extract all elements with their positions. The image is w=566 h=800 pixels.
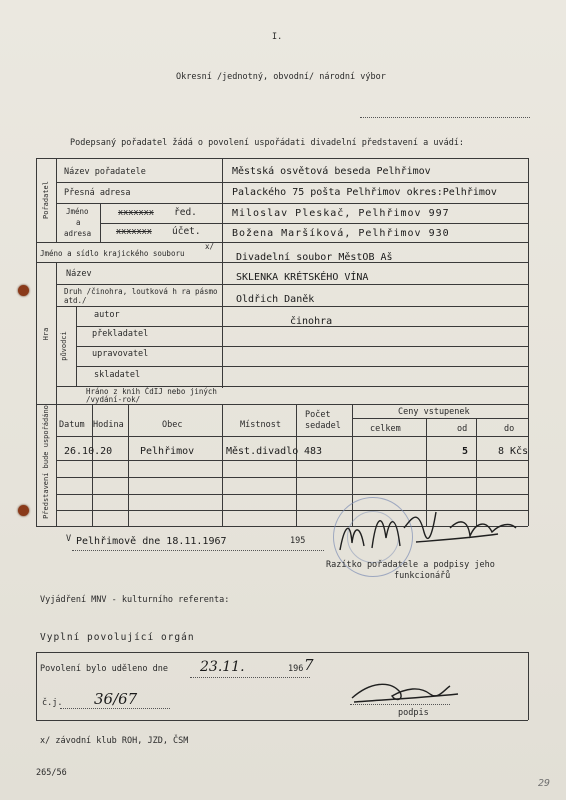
year-printed: 195 bbox=[290, 536, 306, 546]
person-label-bottom: adresa bbox=[64, 229, 92, 238]
organizer-address-value: Palackého 75 pošta Pelhřimov okres:Pelhřimov bbox=[232, 187, 497, 198]
mnv-label: Vyjádření MNV - kulturního referenta: bbox=[40, 595, 230, 605]
row-line bbox=[56, 436, 528, 437]
granted-year-prefix: 196 bbox=[288, 664, 304, 674]
authority-box-right bbox=[528, 652, 529, 720]
col-divider bbox=[222, 404, 223, 526]
person-label-top: Jméno bbox=[66, 207, 89, 216]
language-label: Hráno z knih ČdIJ nebo jiných /vydání-rok/ bbox=[86, 387, 217, 404]
punch-hole-top bbox=[18, 285, 29, 296]
accountant-struck-text: xxxxxxx bbox=[116, 227, 152, 237]
organizer-address-label: Přesná adresa bbox=[64, 188, 131, 198]
stamp-caption-line2: funkcionářů bbox=[394, 571, 451, 581]
perf-seats: 483 bbox=[304, 446, 323, 457]
ensemble-note-mark: x/ bbox=[205, 242, 215, 251]
col-divider bbox=[128, 404, 129, 526]
intro-text: Podepsaný pořadatel žádá o povolení uspořádati divadelní představení a uvádí: bbox=[70, 138, 465, 148]
organizer-signatures bbox=[320, 488, 530, 568]
row-line bbox=[56, 284, 528, 285]
col-header-from: od bbox=[457, 424, 468, 434]
col-divider bbox=[296, 404, 297, 526]
perf-from: 5 bbox=[462, 446, 469, 457]
place-date-prefix: V bbox=[66, 534, 72, 544]
row-line bbox=[56, 460, 528, 461]
col-header-total: celkem bbox=[370, 424, 401, 434]
ensemble-value: Divadelní soubor MěstOB Aš bbox=[236, 252, 393, 263]
reference-label: č.j. bbox=[42, 698, 63, 708]
page-mark: I. bbox=[272, 32, 283, 42]
authors-section-label: původci bbox=[60, 331, 68, 361]
reference-value: 36/67 bbox=[94, 690, 138, 708]
authority-box-bottom bbox=[36, 720, 528, 721]
authority-title: Vyplní povolující orgán bbox=[40, 632, 195, 643]
row-line bbox=[36, 262, 528, 263]
col-header-seats: Počet sedadel bbox=[305, 410, 341, 431]
accountant-label: účet. bbox=[172, 226, 201, 237]
granted-date: 23.11. bbox=[200, 659, 245, 675]
authority-box-top bbox=[36, 652, 528, 653]
reference-line bbox=[60, 708, 170, 709]
row-line bbox=[100, 223, 528, 224]
row-line bbox=[56, 203, 528, 204]
label-column-divider bbox=[222, 158, 223, 388]
translator-label: překladatel bbox=[92, 329, 149, 339]
col-header-date: Datum bbox=[59, 420, 85, 430]
granted-date-line bbox=[190, 677, 310, 678]
punch-hole-bottom bbox=[18, 505, 29, 516]
authority-dotted-line bbox=[360, 117, 530, 118]
organizer-divider bbox=[56, 158, 57, 242]
accountant-value: Božena Maršíková, Pelhřimov 930 bbox=[232, 228, 450, 239]
performance-divider bbox=[56, 404, 57, 526]
perf-place: Pelhřimov bbox=[140, 446, 195, 457]
play-section-label: Hra bbox=[42, 327, 50, 341]
perf-date: 26.10.20 bbox=[64, 446, 113, 457]
composer-label: skladatel bbox=[94, 370, 141, 380]
perf-venue: Měst.divadlo bbox=[226, 446, 299, 457]
row-line bbox=[36, 242, 528, 243]
director-struck-text: xxxxxxx bbox=[118, 208, 154, 218]
play-kind-value: činohra bbox=[290, 316, 333, 327]
perf-to: 8 Kčs bbox=[498, 446, 529, 457]
col-header-venue: Místnost bbox=[240, 420, 281, 430]
row-line bbox=[76, 326, 528, 327]
row-line bbox=[56, 477, 528, 478]
form-right-border bbox=[528, 158, 529, 526]
row-line bbox=[56, 306, 528, 307]
ensemble-label: Jméno a sídlo krajického souboru bbox=[40, 249, 185, 258]
adapter-label: upravovatel bbox=[92, 349, 149, 359]
play-kind-label: Druh /činohra, loutková h ra pásmo atd./ bbox=[64, 287, 218, 305]
organizer-name-label: Název pořadatele bbox=[64, 167, 146, 177]
author-label: autor bbox=[94, 310, 120, 320]
row-line bbox=[76, 366, 528, 367]
play-title-value: SKLENKA KRÉTSKÉHO VÍNA bbox=[236, 272, 369, 283]
row-line bbox=[36, 404, 528, 405]
organizer-name-value: Městská osvětová beseda Pelhřimov bbox=[232, 166, 431, 177]
play-title-label: Název bbox=[66, 269, 92, 279]
authority-box-left bbox=[36, 652, 37, 720]
col-header-to: do bbox=[504, 424, 515, 434]
price-header-line bbox=[352, 418, 528, 419]
person-label-mid: a bbox=[76, 218, 81, 227]
stamp-caption-line1: Razítko pořadatele a podpisy jeho bbox=[326, 560, 495, 570]
form-top-border bbox=[36, 158, 528, 159]
row-line bbox=[76, 346, 528, 347]
organizer-section-label: Pořadatel bbox=[42, 181, 50, 219]
signature-label: podpis bbox=[398, 708, 429, 718]
authority-signature bbox=[340, 672, 480, 712]
row-line bbox=[56, 182, 528, 183]
col-header-prices: Ceny vstupenek bbox=[398, 407, 470, 417]
director-label: řed. bbox=[174, 207, 197, 218]
performance-section-label: Představení bude uspořádáno bbox=[42, 405, 50, 519]
signature-line bbox=[350, 704, 450, 705]
place-date-line bbox=[72, 550, 324, 551]
authority-line: Okresní /jednotný, obvodní/ národní výbor bbox=[176, 72, 386, 82]
col-header-hour: Hodina bbox=[93, 420, 124, 430]
col-header-place: Obec bbox=[162, 420, 183, 430]
place-date: Pelhřimově dne 18.11.1967 bbox=[76, 536, 227, 547]
page-number: 29 bbox=[538, 778, 551, 789]
form-left-border bbox=[36, 158, 37, 526]
granted-label: Povolení bylo uděleno dne bbox=[40, 664, 168, 674]
director-value: Miloslav Pleskač, Pelhřimov 997 bbox=[232, 208, 450, 219]
form-number: 265/56 bbox=[36, 768, 67, 778]
play-director-value: Oldřich Daněk bbox=[236, 294, 315, 305]
footer-note: x/ závodní klub ROH, JZD, ČSM bbox=[40, 736, 189, 746]
granted-year-suffix: 7 bbox=[304, 656, 314, 674]
